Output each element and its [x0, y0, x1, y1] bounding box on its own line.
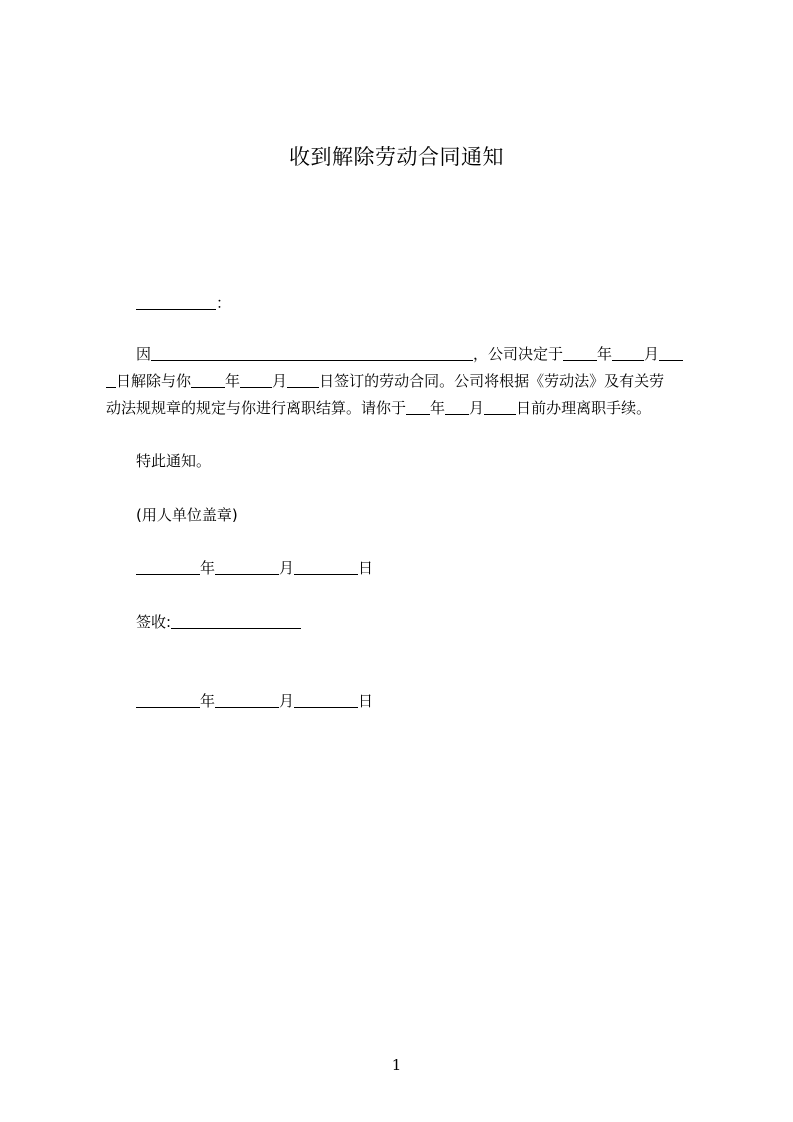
body-text-year: 年 — [225, 372, 241, 390]
closing-text: 特此通知。 — [136, 452, 212, 470]
body-text-line3: 动法规规章的规定与你进行离职结算。请你于 — [106, 399, 407, 417]
body-text-prefix: 因 — [136, 345, 152, 363]
body-text-day: 日 — [116, 372, 132, 390]
issue-day-blank — [294, 558, 358, 575]
issue-day-label: 日 — [358, 559, 374, 577]
issue-date-line — [106, 557, 736, 579]
receipt-label: 签收: — [136, 613, 172, 631]
body-text-day: 日 — [516, 399, 532, 417]
signed-month-blank — [240, 371, 272, 388]
recipient-blank — [136, 293, 216, 310]
reason-blank — [151, 344, 473, 361]
receipt-signature-blank — [171, 612, 301, 629]
receipt-day-label: 日 — [358, 692, 374, 710]
body-text-suffix: 前办理离职手续。 — [531, 399, 652, 417]
receipt-month-blank — [215, 691, 279, 708]
body-text-decision: ，公司决定于 — [473, 345, 564, 363]
seal-text: (用人单位盖章) — [136, 506, 238, 524]
receipt-year-label: 年 — [200, 692, 216, 710]
body-text-month: 月 — [272, 372, 288, 390]
body-text-month: 月 — [644, 345, 660, 363]
body-text-month: 月 — [469, 399, 485, 417]
page-title: 收到解除劳动合同通知 — [289, 145, 504, 169]
body-text-year: 年 — [597, 345, 613, 363]
issue-month-blank — [215, 558, 279, 575]
issue-month-label: 月 — [279, 559, 295, 577]
receipt-line — [106, 611, 736, 633]
receipt-day-blank — [294, 691, 358, 708]
body-line-2 — [106, 370, 706, 392]
signed-year-blank — [191, 371, 225, 388]
issue-year-blank — [136, 558, 200, 575]
body-text-signed: 签订的劳动合同。公司将根据《劳动法》及有关劳 — [334, 372, 665, 390]
body-text-terminate: 解除与你 — [131, 372, 192, 390]
receipt-month-label: 月 — [279, 692, 295, 710]
deadline-year-blank — [406, 398, 430, 415]
body-line-1 — [106, 343, 736, 365]
decision-day-blank-end — [106, 371, 116, 388]
salutation-colon: ： — [216, 294, 232, 312]
body-line-3 — [106, 397, 706, 419]
signed-day-blank — [287, 371, 319, 388]
body-text-day: 日 — [319, 372, 335, 390]
deadline-day-blank — [484, 398, 516, 415]
issue-year-label: 年 — [200, 559, 216, 577]
decision-month-blank — [612, 344, 644, 361]
deadline-month-blank — [445, 398, 469, 415]
decision-day-blank-start — [659, 344, 683, 361]
decision-year-blank — [563, 344, 597, 361]
page-number: 1 — [391, 1056, 402, 1074]
body-text-year: 年 — [430, 399, 446, 417]
salutation — [106, 292, 736, 314]
receipt-date-line — [106, 690, 736, 712]
receipt-year-blank — [136, 691, 200, 708]
